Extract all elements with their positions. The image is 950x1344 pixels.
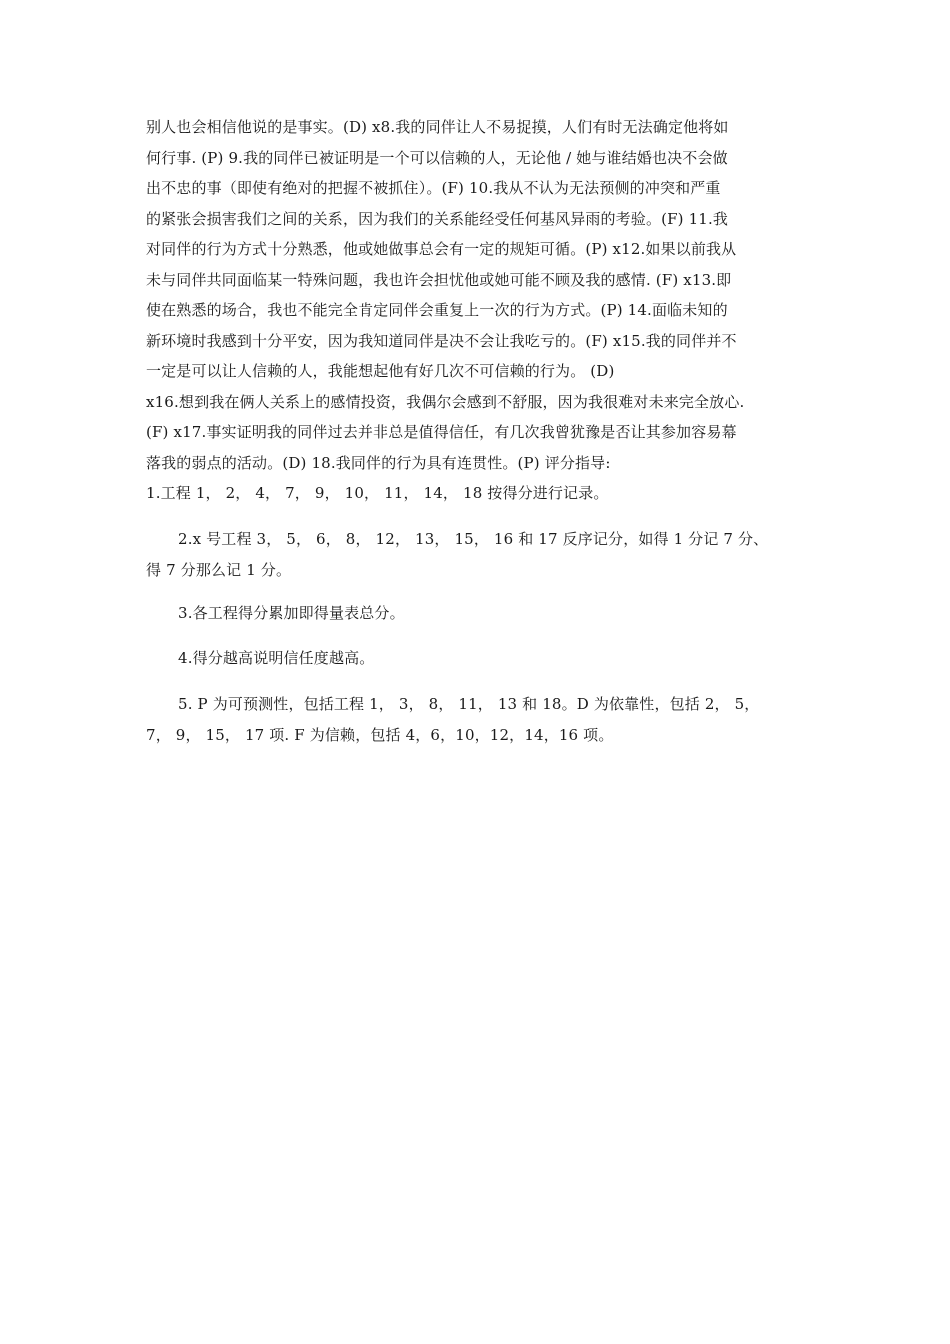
text-line: 7， 9， 15， 17 项. F 为信赖，包括 4，6，10，12，14，16 项。 (146, 725, 614, 744)
text-line: 得 7 分那么记 1 分。 (146, 560, 292, 579)
text-line: 一定是可以让人信赖的人，我能想起他有好几次不可信赖的行为。 (D) (146, 362, 615, 380)
text-line: 4.得分越高说明信任度越高。 (178, 649, 375, 667)
text-line: 5. P 为可预测性，包括工程 1， 3， 8， 11， 13 和 18。D 为依靠性，包括 2， 5， (178, 695, 760, 713)
text-line: 的紧张会损害我们之间的关系，因为我们的关系能经受任何基风异雨的考验。(F) 11.我 (146, 209, 729, 228)
text-line: 3.各工程得分累加即得量表总分。 (178, 604, 405, 622)
scoring-item-2 (146, 524, 811, 585)
text-line: 新环境时我感到十分平安，因为我知道同伴是决不会让我吃亏的。(F) x15.我的同伴并不 (146, 331, 737, 350)
text-line: (F) x17.事实证明我的同伴过去并非总是值得信任，有几次我曾犹豫是否让其参加容易幕 (146, 423, 737, 441)
scoring-item-1: 1.工程 1， 2， 4， 7， 9， 10， 11， 14， 18 按得分进行记录。 (146, 484, 609, 502)
scoring-item-5 (146, 689, 811, 750)
text-line: 出不忠的事（即使有绝对的把握不被抓住）。(F) 10.我从不认为无法预侧的冲突和严重 (146, 179, 721, 197)
scoring-item-3 (146, 598, 811, 629)
text-line: 使在熟悉的场合，我也不能完全肯定同伴会重复上一次的行为方式。(P) 14.面临未知的 (146, 301, 728, 319)
text-line: 对同伴的行为方式十分熟悉，他或她做事总会有一定的规矩可循。(P) x12.如果以前我从 (146, 240, 737, 258)
text-line: x16.想到我在俩人关系上的感情投资，我偶尔会感到不舒服，因为我很难对未来完全放心. (146, 392, 745, 411)
text-line: 落我的弱点的活动。(D) 18.我同伴的行为具有连贯性。(P) 评分指导: (146, 453, 611, 472)
text-line: 何行事. (P) 9.我的同伴已被证明是一个可以信赖的人，无论他 / 她与谁结婚也决不会做 (146, 148, 728, 167)
questionnaire-body (146, 112, 811, 509)
text-line: 2.x 号工程 3， 5， 6， 8， 12， 13， 15， 16 和 17 反序记分，如得 1 分记 7 分、 (178, 530, 769, 548)
scoring-item-4 (146, 643, 811, 674)
text-line: 别人也会相信他说的是事实。(D) x8.我的同伴让人不易捉摸，人们有时无法确定他将如 (146, 118, 729, 136)
text-line: 未与同伴共同面临某一特殊问题，我也许会担忧他或她可能不顾及我的感情. (F) x13.即 (146, 270, 732, 289)
